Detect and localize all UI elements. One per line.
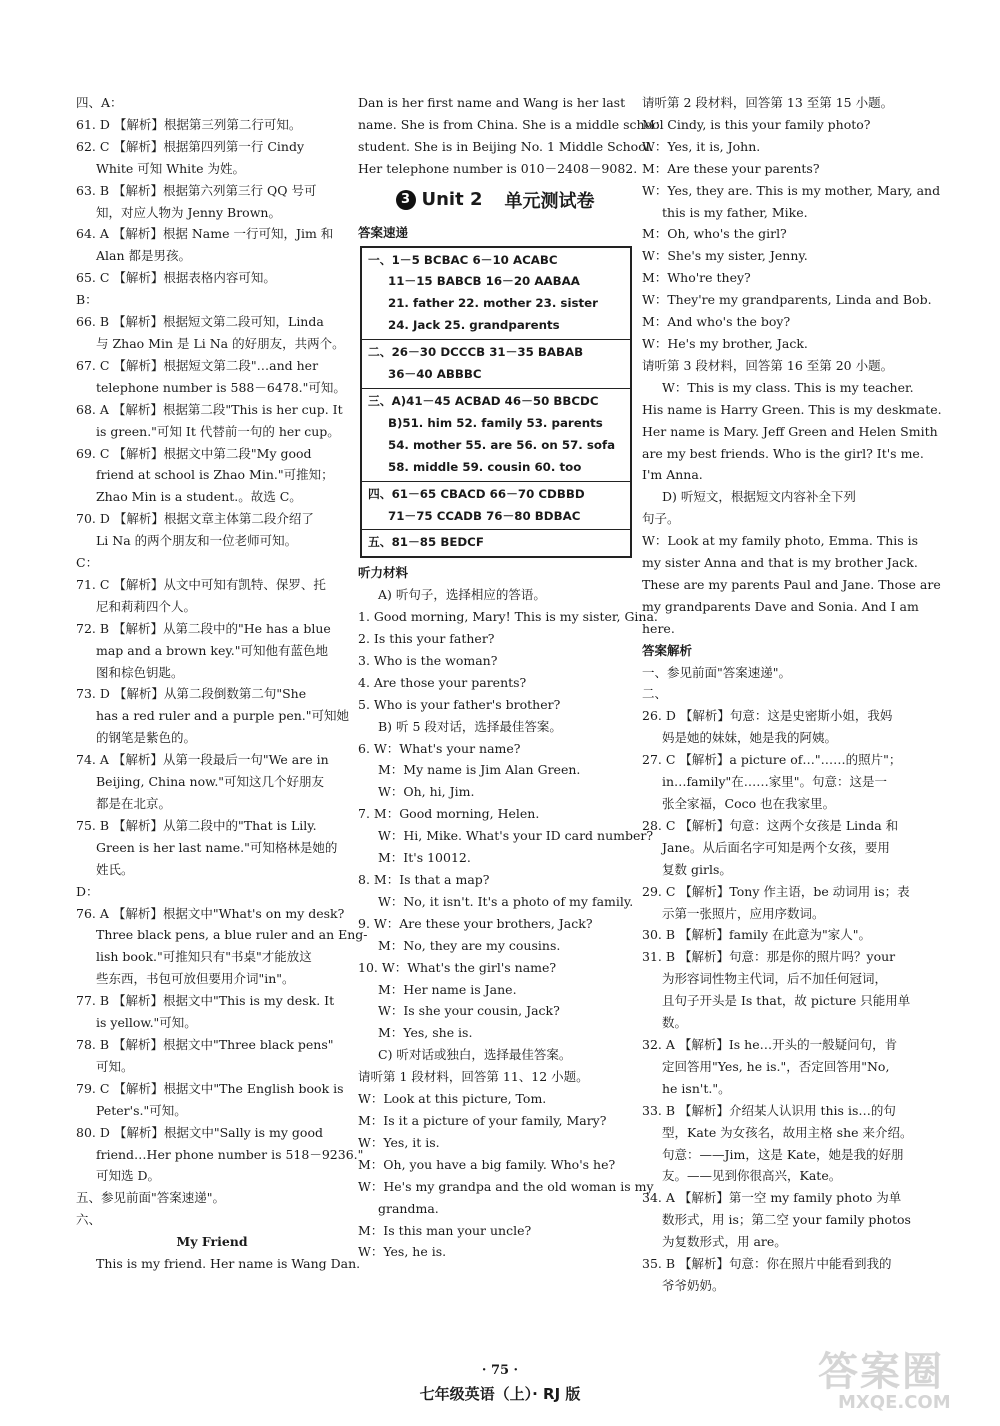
answer-key-line: 二、26－30 DCCCB 31－35 BABAB bbox=[368, 345, 584, 360]
text-line: 图和棕色钥匙。 bbox=[96, 664, 184, 680]
text-line: 69. C 【解析】根据文中第二段"My good bbox=[76, 445, 312, 461]
text-line: 请听第 2 段材料，回答第 13 至第 15 小题。 bbox=[642, 95, 894, 110]
text-line: 61. D 【解析】根据第三列第二行可知。 bbox=[76, 116, 302, 132]
text-line: 的钢笔是紫色的。 bbox=[96, 730, 197, 746]
text-line: His name is Harry Green. This is my deskmate. bbox=[642, 401, 942, 417]
text-line: 请听第 1 段材料，回答第 11、12 小题。 bbox=[358, 1069, 589, 1085]
unit-number-badge: 3 bbox=[396, 190, 416, 210]
text-line: M：Yes, she is. bbox=[378, 1025, 473, 1041]
text-line: 数形式，用 is；第二空 your family photos bbox=[662, 1212, 911, 1228]
text-line: are my best friends. Who is the girl? It's me. bbox=[642, 445, 924, 461]
answer-key-line: 三、A)41－45 ACBAD 46－50 BBCDC bbox=[368, 393, 599, 408]
text-line: friend…Her phone number is 518－9236." bbox=[96, 1146, 364, 1162]
text-line: grandma. bbox=[378, 1200, 439, 1216]
text-line: 9. W：Are these your brothers, Jack? bbox=[358, 915, 593, 931]
text-line: M：Is it a picture of your family, Mary? bbox=[358, 1112, 607, 1128]
text-line: A) 听句子，选择相应的答语。 bbox=[378, 587, 546, 603]
text-line: 友。——见到你很高兴，Kate。 bbox=[662, 1168, 842, 1184]
text-line: W：Yes, they are. This is my mother, Mary, and bbox=[642, 182, 941, 198]
text-line: Alan 都是男孩。 bbox=[96, 248, 192, 264]
text-line: my grandparents Dave and Sonia. And I am bbox=[642, 598, 919, 614]
text-line: student. She is in Beijing No. 1 Middle School. bbox=[358, 138, 654, 154]
answer-key-section bbox=[362, 340, 630, 389]
left-column bbox=[76, 92, 368, 1275]
text-line: W：Look at my family photo, Emma. This is bbox=[642, 533, 919, 549]
text-line: 32. A 【解析】Is he…开头的一般疑问句，肯 bbox=[642, 1036, 898, 1052]
text-line: 80. D 【解析】根据文中"Sally is my good bbox=[76, 1124, 323, 1140]
text-line: W：He's my brother, Jack. bbox=[642, 335, 808, 351]
text-line: 姓氏。 bbox=[96, 861, 134, 877]
text-line: 79. C 【解析】根据文中"The English book is bbox=[76, 1080, 344, 1096]
text-line: 五、参见前面"答案速递"。 bbox=[76, 1190, 225, 1206]
answer-key-label: 答案速递 bbox=[358, 224, 409, 240]
text-line: 数。 bbox=[662, 1015, 688, 1031]
text-line: 尼和莉莉四个人。 bbox=[96, 598, 197, 614]
text-line: 78. B 【解析】根据文中"Three black pens" bbox=[76, 1036, 334, 1052]
text-line: in…family"在……家里"。句意：这是一 bbox=[662, 774, 888, 790]
text-line: 74. A 【解析】从第一段最后一句"We are in bbox=[76, 752, 329, 768]
text-line: D) 听短文，根据短文内容补全下列 bbox=[662, 489, 856, 505]
text-line: These are my parents Paul and Jane. Those are bbox=[642, 576, 941, 592]
text-line: M：Are these your parents? bbox=[642, 160, 820, 176]
text-line: 句子。 bbox=[642, 511, 680, 527]
answer-key-section bbox=[362, 530, 630, 556]
text-line: M：Oh, who's the girl? bbox=[642, 226, 787, 242]
answer-key-section bbox=[362, 248, 630, 341]
text-line: Zhao Min is a student.。故选 C。 bbox=[96, 489, 302, 505]
text-line: White 可知 White 为姓。 bbox=[96, 160, 246, 176]
text-line: 10. W：What's the girl's name? bbox=[358, 959, 557, 975]
text-line: M：No, they are my cousins. bbox=[378, 937, 561, 953]
watermark-logo: 答案圈 MXQE.COM bbox=[818, 1349, 951, 1413]
text-line: 31. B 【解析】句意：那是你的照片吗？your bbox=[642, 949, 896, 965]
answer-key-line: B)51. him 52. family 53. parents bbox=[388, 415, 603, 430]
answer-key-line: 36－40 ABBBC bbox=[388, 367, 482, 382]
text-line: M：Who're they? bbox=[642, 270, 751, 286]
text-line: is green."可知 It 代替前一句的 her cup。 bbox=[96, 423, 340, 439]
text-line: M：It's 10012. bbox=[378, 850, 471, 866]
text-line: 62. C 【解析】根据第四列第一行 Cindy bbox=[76, 138, 305, 154]
text-line: 都是在北京。 bbox=[96, 796, 172, 811]
text-line: 四、A： bbox=[76, 95, 123, 110]
text-line: W：Look at this picture, Tom. bbox=[358, 1091, 547, 1107]
text-line: 28. C 【解析】句意：这两个女孩是 Linda 和 bbox=[642, 817, 899, 833]
text-line: 且句子开头是 Is that，故 picture 只能用单 bbox=[662, 993, 911, 1009]
text-line: 型，Kate 为女孩名，故用主格 she 来介绍。 bbox=[662, 1124, 913, 1140]
text-line: 一、参见前面"答案速递"。 bbox=[642, 664, 791, 680]
text-line: W：Yes, it is. bbox=[358, 1134, 440, 1150]
listening-material bbox=[358, 562, 658, 1263]
text-line: 请听第 3 段材料，回答第 16 至第 20 小题。 bbox=[642, 357, 894, 373]
text-line: 妈是她的妹妹，她是我的阿姨。 bbox=[662, 730, 838, 746]
text-line: This is my friend. Her name is Wang Dan. bbox=[96, 1256, 361, 1272]
text-line: M：Oh, you have a big family. Who's he? bbox=[358, 1156, 616, 1172]
text-line: 些东西，书包可放但要用介词"in"。 bbox=[96, 971, 295, 987]
text-line: 73. D 【解析】从第二段倒数第二句"She bbox=[76, 686, 307, 702]
text-line: Dan is her first name and Wang is her last bbox=[358, 95, 626, 110]
text-line: 66. B 【解析】根据短文第二段可知，Linda bbox=[76, 314, 324, 330]
text-line: M：And who's the boy? bbox=[642, 314, 791, 330]
text-line: 33. B 【解析】介绍某人认识用 this is…的句 bbox=[642, 1102, 896, 1118]
text-line: 句意：——Jim，这是 Kate，她是我的好朋 bbox=[662, 1146, 904, 1162]
text-line: W：No, it isn't. It's a photo of my family. bbox=[378, 893, 634, 909]
text-line: telephone number is 588－6478."可知。 bbox=[96, 379, 346, 395]
essay-continuation bbox=[358, 92, 664, 180]
text-line: My Friend bbox=[176, 1234, 248, 1250]
text-line: Three black pens, a blue ruler and an Eng- bbox=[96, 927, 368, 943]
text-line: M：Is this man your uncle? bbox=[358, 1222, 532, 1238]
text-line: M：Her name is Jane. bbox=[378, 981, 517, 997]
unit-title-text: 单元测试卷 bbox=[504, 190, 595, 212]
text-line: C： bbox=[76, 555, 99, 571]
book-title-footer: 七年级英语（上）· RJ 版 bbox=[419, 1385, 581, 1403]
text-line: 复数 girls。 bbox=[662, 861, 732, 877]
text-line: is yellow."可知。 bbox=[96, 1015, 197, 1031]
text-line: 示第一张照片，应用序数词。 bbox=[662, 905, 825, 921]
text-line: 知，对应人物为 Jenny Brown。 bbox=[96, 204, 281, 220]
text-line: 7. M：Good morning, Helen. bbox=[358, 806, 540, 822]
text-line: 65. C 【解析】根据表格内容可知。 bbox=[76, 270, 276, 286]
text-line: 4. Are those your parents? bbox=[358, 674, 527, 690]
text-line: 34. A 【解析】第一空 my family photo 为单 bbox=[642, 1190, 902, 1206]
text-line: W：Oh, hi, Jim. bbox=[378, 784, 475, 800]
text-line: 26. D 【解析】句意：这是史密斯小姐，我妈 bbox=[642, 708, 893, 724]
text-line: W：Hi, Mike. What's your ID card number? bbox=[378, 828, 654, 844]
text-line: 定回答用"Yes, he is."，否定回答用"No, bbox=[662, 1058, 890, 1074]
text-line: 67. C 【解析】根据短文第二段"…and her bbox=[76, 357, 319, 373]
text-line: B) 听 5 段对话，选择最佳答案。 bbox=[378, 718, 562, 734]
answer-key-section bbox=[362, 389, 630, 482]
text-line: W：Yes, he is. bbox=[358, 1244, 447, 1260]
text-line: name. She is from China. She is a middle school bbox=[358, 116, 664, 132]
answer-key-line: 58. middle 59. cousin 60. too bbox=[388, 459, 582, 474]
text-line: 72. B 【解析】从第二段中的"He has a blue bbox=[76, 620, 331, 636]
answer-key-line: 71－75 CCADB 76－80 BDBAC bbox=[388, 508, 581, 523]
text-line: 1. Good morning, Mary! This is my sister, Gina. bbox=[358, 609, 658, 625]
text-line: 76. A 【解析】根据文中"What's on my desk? bbox=[76, 905, 345, 921]
text-line: 3. Who is the woman? bbox=[358, 652, 498, 668]
text-line: 71. C 【解析】从文中可知有凯特、保罗、托 bbox=[76, 576, 326, 592]
text-line: my sister Anna and that is my brother Jack. bbox=[642, 555, 918, 571]
right-column bbox=[642, 92, 942, 1297]
text-line: Peter's."可知。 bbox=[96, 1102, 187, 1118]
text-line: W：They're my grandparents, Linda and Bob. bbox=[642, 292, 932, 308]
text-line: Her name is Mary. Jeff Green and Helen Smith bbox=[642, 423, 938, 439]
text-line: W：Yes, it is, John. bbox=[642, 138, 761, 154]
text-line: here. bbox=[642, 620, 675, 636]
text-line: 27. C 【解析】a picture of…"……的照片"； bbox=[642, 752, 902, 768]
answer-key-line: 四、61－65 CBACD 66－70 CDBBD bbox=[368, 486, 585, 501]
text-line: Li Na 的两个朋友和一位老师可知。 bbox=[96, 533, 298, 549]
text-line: W：She's my sister, Jenny. bbox=[642, 248, 808, 264]
text-line: this is my father, Mike. bbox=[662, 204, 808, 220]
text-line: W：This is my class. This is my teacher. bbox=[662, 379, 914, 395]
text-line: 2. Is this your father? bbox=[358, 631, 495, 647]
answer-key-line: 一、1－5 BCBAC 6－10 ACABC bbox=[368, 252, 558, 267]
text-line: Her telephone number is 010－2408－9082. bbox=[358, 160, 638, 176]
text-line: map and a brown key."可知他有蓝色地 bbox=[96, 642, 329, 658]
text-line: 张全家福，Coco 也在我家里。 bbox=[662, 796, 836, 811]
text-line: 为形容词性物主代词，后不加任何冠词， bbox=[662, 971, 888, 987]
text-line: I'm Anna. bbox=[642, 467, 703, 483]
text-line: 29. C 【解析】Tony 作主语，be 动词用 is；表 bbox=[642, 883, 910, 899]
answer-key-section bbox=[362, 482, 630, 531]
answer-key-line: 11－15 BABCB 16－20 AABAA bbox=[388, 274, 580, 289]
answer-key-box bbox=[360, 246, 632, 559]
text-line: 六、 bbox=[76, 1212, 102, 1228]
text-line: 63. B 【解析】根据第六列第三行 QQ 号可 bbox=[76, 182, 317, 198]
text-line: 35. B 【解析】句意：你在照片中能看到我的 bbox=[642, 1256, 892, 1272]
text-line: he isn't."。 bbox=[662, 1080, 731, 1096]
text-line: 5. Who is your father's brother? bbox=[358, 696, 561, 712]
text-line: lish book."可推知只有"书桌"才能放这 bbox=[96, 949, 312, 965]
text-line: 爷爷奶奶。 bbox=[662, 1277, 725, 1293]
text-line: 68. A 【解析】根据第二段"This is her cup. It bbox=[76, 401, 343, 417]
text-line: Beijing, China now."可知这几个好朋友 bbox=[96, 774, 325, 790]
unit-name: Unit 2 bbox=[421, 189, 483, 211]
text-line: D： bbox=[76, 883, 99, 899]
text-line: 答案解析 bbox=[642, 642, 693, 658]
text-line: friend at school is Zhao Min."可推知； bbox=[96, 467, 334, 483]
text-line: 与 Zhao Min 是 Li Na 的好朋友，共两个。 bbox=[96, 335, 345, 351]
unit-heading bbox=[358, 182, 632, 218]
text-line: W：He's my grandpa and the old woman is my bbox=[358, 1178, 654, 1194]
text-line: Jane。从后面名字可知是两个女孩，要用 bbox=[662, 839, 890, 855]
text-line: M：Cindy, is this your family photo? bbox=[642, 116, 871, 132]
text-line: 64. A 【解析】根据 Name 一行可知，Jim 和 bbox=[76, 226, 334, 242]
text-line: 可知选 D。 bbox=[96, 1168, 160, 1184]
text-line: 可知。 bbox=[96, 1058, 134, 1074]
text-line: 75. B 【解析】从第二段中的"That is Lily. bbox=[76, 817, 317, 833]
text-line: 6. W：What's your name? bbox=[358, 740, 521, 756]
answer-key-line: 24. Jack 25. grandparents bbox=[388, 318, 560, 333]
text-line: C) 听对话或独白，选择最佳答案。 bbox=[378, 1047, 572, 1063]
text-line: W：Is she your cousin, Jack? bbox=[378, 1003, 560, 1019]
text-line: 听力材料 bbox=[358, 565, 409, 581]
text-line: 77. B 【解析】根据文中"This is my desk. It bbox=[76, 993, 335, 1009]
text-line: 为复数形式，用 are。 bbox=[662, 1234, 787, 1250]
answer-key-line: 21. father 22. mother 23. sister bbox=[388, 296, 598, 311]
text-line: Green is her last name."可知格林是她的 bbox=[96, 839, 338, 855]
text-line: 8. M：Is that a map? bbox=[358, 872, 490, 887]
text-line: B： bbox=[76, 292, 98, 308]
text-line: M：My name is Jim Alan Green. bbox=[378, 762, 581, 778]
answer-key-line: 54. mother 55. are 56. on 57. sofa bbox=[388, 437, 616, 452]
text-line: 70. D 【解析】根据文章主体第二段介绍了 bbox=[76, 511, 314, 527]
page-number: · 75 · bbox=[481, 1363, 519, 1378]
text-line: 二、 bbox=[642, 686, 668, 702]
text-line: 30. B 【解析】family 在此意为"家人"。 bbox=[642, 927, 871, 943]
text-line: has a red ruler and a purple pen."可知她 bbox=[96, 708, 350, 724]
answer-key-line: 五、81－85 BEDCF bbox=[368, 535, 484, 550]
